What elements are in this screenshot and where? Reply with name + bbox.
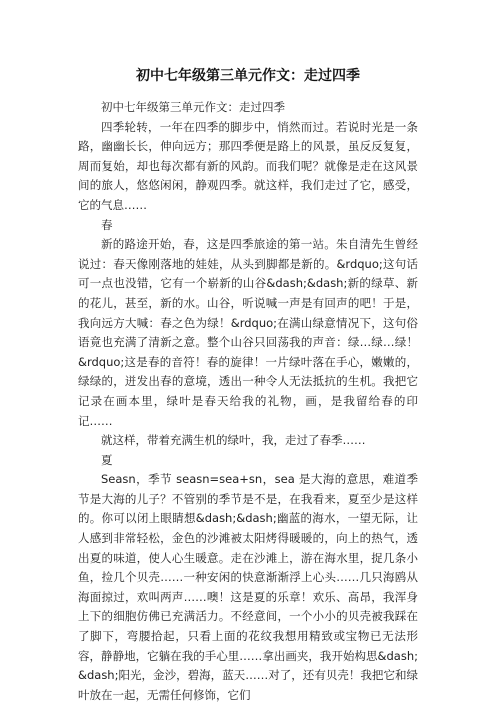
paragraph-heading: 初中七年级第三单元作文：走过四季: [101, 100, 285, 114]
section-heading-summer: 夏: [101, 452, 113, 467]
document-body: [78, 98, 418, 705]
paragraph-intro: 四季轮转，一年在四季的脚步中，悄然而过。若说时光是一条路，幽幽长长，伸向远方；那四季便是路上的风景，虽反反复复，周而复始，却也每次都有新的风韵。而我们呢？就像是走在这风景间的旅人，悠悠闲闲，静观四季。就这样，我们走过了它，感受，它的气息……: [78, 119, 418, 212]
paragraph-spring-end: 就这样，带着充满生机的绿叶，我，走过了春季……: [101, 433, 366, 448]
document-title: 初中七年级第三单元作文：走过四季: [136, 68, 360, 84]
paragraph-spring: 新的路途开始，春，这是四季旅途的第一站。朱自清先生曾经说过：春天像刚落地的娃娃，从头到脚都是新的。&rdquo;这句话可一点也没错，它有一个崭新的山谷&dash;&dash;新的绿草、新的花儿，甚至，新的水。山谷，听说喊一声是有回声的吧！于是，我向远方大喊：春之色为绿！&rdquo;在满山绿意情况下，这句俗语竟也充满了清新之意。整个山谷只回荡我的声音：绿…绿…绿！&rdquo;这是春的音符！春的旋律！一片绿叶落在手心，嫩嫩的，绿绿的，迸发出春的意境，透出一种令人无法抵抗的生机。我把它记录在画本里，绿叶是春天给我的礼物，画，是我留给春的印记……: [78, 237, 418, 428]
paragraph-summer: Seasn，季节 seasn=sea+sn，sea 是大海的意思，难道季节是大海的儿子？不管别的季节是不是，在我看来，夏至少是这样的。你可以闭上眼睛想&dash;&dash;幽蓝的海水，一望无际，让人感到非常轻松，金色的沙滩被太阳烤得暖暖的，向上的热气，透出夏的味道，使人心生暖意。走在沙滩上，游在海水里，捉几条小鱼，捡几个贝壳……一种安闲的快意渐渐浮上心头……几只海鸥从海面掠过，欢叫两声……噢！这是夏的乐章！欢乐、高昂，我浑身上下的细胞仿佛已充满活力。不经意间，一个小小的贝壳被我踩在了脚下，弯腰拾起，只看上面的花纹我想用精致或宝物已无法形容，静静地，它躺在我的手心里……拿出画夹，我开始构思&dash;&dash;阳光，金沙，碧海，蓝天……对了，还有贝壳！我把它和绿叶放在一起，无需任何修饰，它们: [78, 472, 418, 702]
section-heading-spring: 春: [101, 217, 113, 232]
